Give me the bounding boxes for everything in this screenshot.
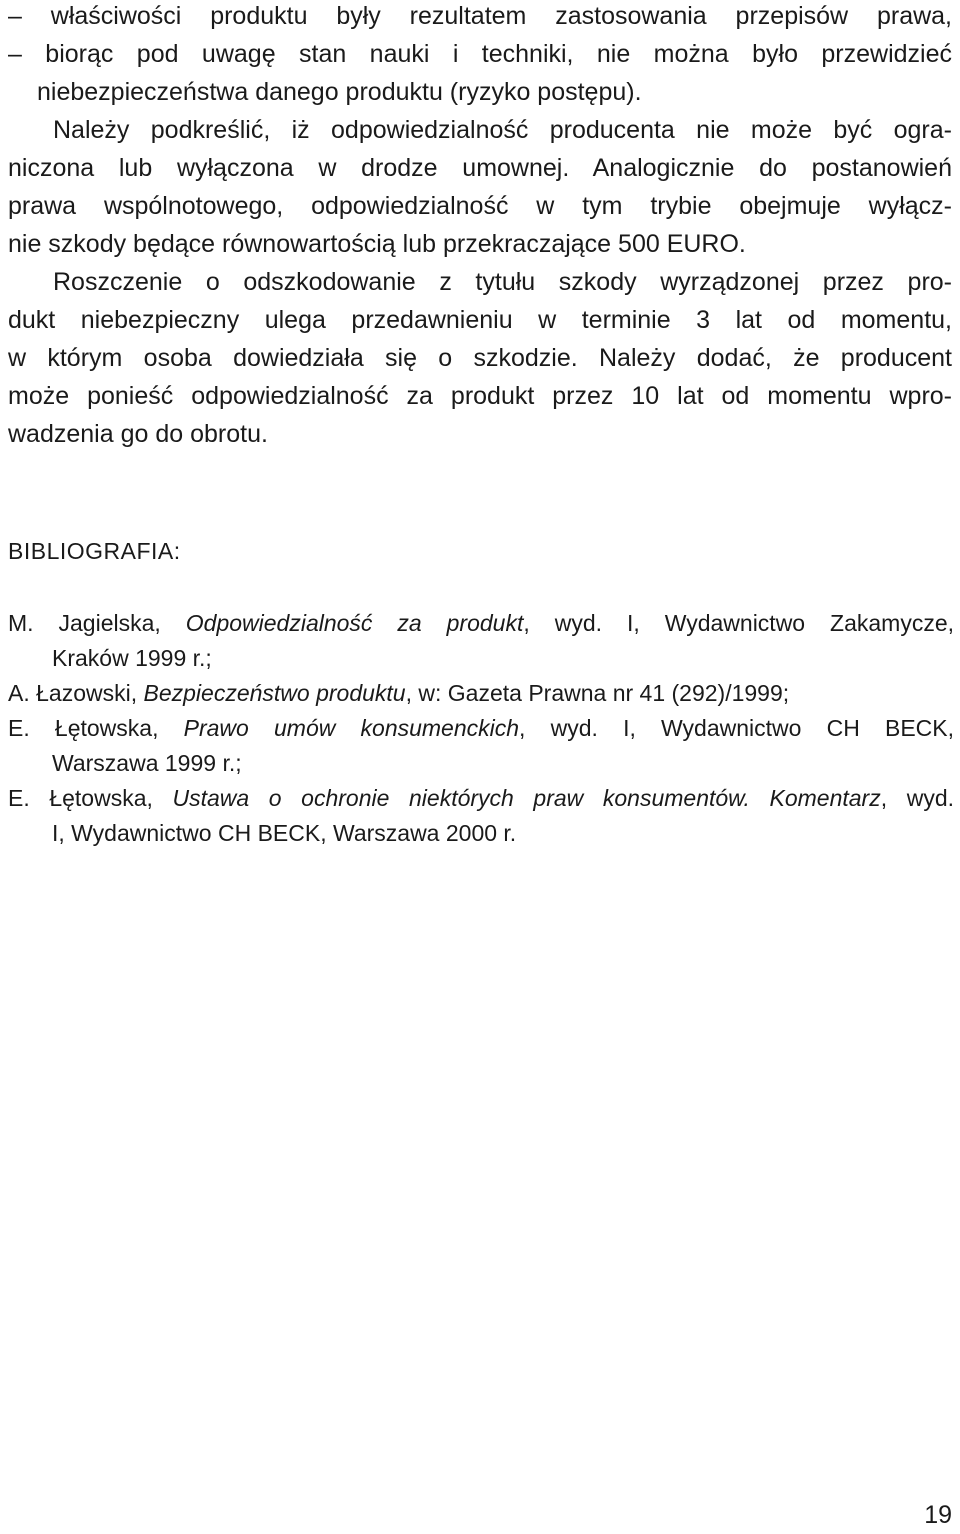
entry-details: , wyd. [880,785,954,811]
entry-title: Ustawa o ochronie niektórych praw konsumentów. Komentarz [172,785,881,811]
entry-title: Prawo umów konsumenckich [183,715,520,741]
bibliography-list [8,606,954,851]
body-line: – biorąc pod uwagę stan nauki i techniki, nie można było przewidzieć [8,40,952,68]
entry-title: Odpowiedzialność za produkt [185,610,524,636]
body-line: Roszczenie o odszkodowanie z tytułu szkody wyrządzonej przez pro- [53,268,952,296]
body-line: prawa wspólnotowego, odpowiedzialność w tym trybie obejmuje wyłącz- [8,192,952,220]
entry-details: , w: Gazeta Prawna nr 41 (292)/1999; [405,680,790,706]
entry-details: , wyd. I, Wydawnictwo Zakamycze, [523,610,955,636]
entry-author: E. Łętowska, [8,715,159,741]
entry-details-continued: Warszawa 1999 r.; [52,750,242,776]
entry-details-continued: I, Wydawnictwo CH BECK, Warszawa 2000 r. [52,820,517,846]
page-number: 19 [924,1501,952,1529]
body-line: niebezpieczeństwa danego produktu (ryzyko postępu). [37,78,642,106]
bibliography-entry [8,711,954,781]
body-text [8,0,952,453]
body-line: niczona lub wyłączona w drodze umownej. Analogicznie do postanowień [8,154,952,182]
entry-details-continued: Kraków 1999 r.; [52,645,212,671]
bibliography-entry [8,676,954,711]
bibliography-entry [8,606,954,676]
body-line: nie szkody będące równowartością lub przekraczające 500 EURO. [8,230,746,258]
entry-title: Bezpieczeństwo produktu [143,680,406,706]
entry-details: , wyd. I, Wydawnictwo CH BECK, [519,715,954,741]
body-line: w którym osoba dowiedziała się o szkodzie. Należy dodać, że producent [8,344,952,372]
entry-author: E. Łętowska, [8,785,153,811]
bibliography-entry [8,781,954,851]
body-line: dukt niebezpieczny ulega przedawnieniu w terminie 3 lat od momentu, [8,306,952,334]
entry-author: A. Łazowski, [8,680,138,706]
body-line: – właściwości produktu były rezultatem zastosowania przepisów prawa, [8,2,952,30]
bibliography-heading: BIBLIOGRAFIA: [8,538,181,564]
body-line: Należy podkreślić, iż odpowiedzialność producenta nie może być ogra- [53,116,952,144]
body-line: może ponieść odpowiedzialność za produkt przez 10 lat od momentu wpro- [8,382,952,410]
entry-author: M. Jagielska, [8,610,161,636]
body-line: wadzenia go do obrotu. [8,420,268,448]
